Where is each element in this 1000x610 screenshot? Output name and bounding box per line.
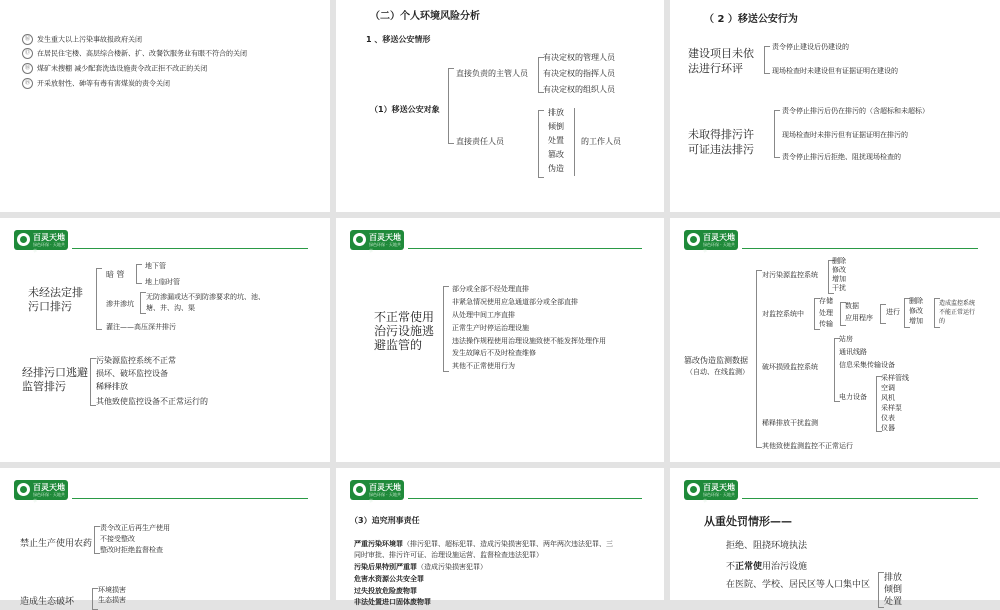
group-label: 法进行环评 [688,62,743,75]
list-item: 倾倒 [548,122,564,131]
branch-label: 稀释排放干扰监测 [762,419,818,427]
branch-label: 对污染源监控系统 [762,271,818,279]
list-item: ⑱ 煤矿未搜棚 减少配套洗选设施责令改正拒不改正的关闭 [22,63,207,74]
list-item: 现场检查时未排污但有证据证明在排污的 [782,131,908,139]
list-item: 有决定权的组织人员 [543,85,615,94]
list-item: 责令停止建设后仍建设的 [772,43,849,51]
list-item: 处理 [819,309,833,317]
root-sublabel: （自动、在线监测） [686,368,749,376]
list-item: ⑲ 开采放射性、砷等有毒有害煤炭的责令关闭 [22,78,170,89]
category-label: 渗井渗坑 [106,300,134,308]
leaf-icon [17,483,30,496]
brace [764,46,770,74]
list-item: 部分或全部不经处理直排 [452,285,529,293]
list-item: 拒绝、阻挠环境执法 [726,541,808,551]
list-item: 删除 [832,257,846,265]
group-label: 经排污口逃避 [22,366,88,379]
list-item: 不接受整改 [100,535,135,543]
header-rule [408,498,642,499]
paragraph: 严重污染环境罪（排污犯罪、超标犯罪、造成污染损害犯罪、两年两次违法犯罪、三 [354,540,613,548]
list-item: 空调 [881,384,895,392]
category-label: 直接负责的主管人员 [456,69,528,78]
list-item: 干扰 [832,284,846,292]
root-label: 篡改伪造监测数据 [684,356,748,365]
list-item: 污染源监控系统不正常 [96,356,176,365]
list-item: 在医院、学校、居民区等人口集中区 [726,580,871,590]
list-item: 不正常使用治污设施 [726,562,808,572]
group-label: 污口排污 [28,300,72,313]
section-heading: 1 、移送公安情形 [366,35,431,44]
header-rule [742,498,978,499]
list-item: 删除 [909,297,923,305]
brace [774,110,780,158]
slide-7[interactable] [0,468,330,607]
header-rule [72,498,308,499]
list-item: 稀释排放 [96,382,128,391]
brace [136,264,142,284]
category-label: 暗 管 [106,270,125,279]
paragraph: 危害水资源公共安全罪 [354,575,424,583]
list-item: 增加 [909,317,923,325]
slide-6[interactable] [670,218,1000,462]
list-item: 通讯线路 [839,348,867,356]
list-item: 电力设备 [839,393,867,401]
paragraph: 非法处置进口固体废物罪 [354,598,431,606]
list-item: 生态损害 [98,596,126,604]
list-item: 仪器 [881,424,895,432]
list-item: 伪造 [548,164,564,173]
group-label: 可证违法排污 [688,143,754,156]
group-label: 未经法定排 [28,286,83,299]
list-item: 有决定权的管理人员 [543,53,615,62]
divider [574,108,575,176]
list-item: 其他不正常使用行为 [452,362,515,370]
list-item: 处置 [548,136,564,145]
branch-label: 其他致使监测监控不正常运行 [762,442,853,450]
list-item: 排放 [884,573,903,583]
brand-logo: 百灵天地 绿色环保 · 天地共享 [350,230,404,250]
list-item: 塘、井、沟、渠 [146,304,195,312]
list-item: 信息采集传输设备 [839,361,895,369]
branch-label: 破坏损毁监控系统 [762,363,818,371]
slide-1[interactable] [0,0,330,212]
list-item: 正常生产时停运治理设施 [452,324,529,332]
brace [96,268,102,330]
slide-3[interactable] [670,0,1000,212]
header-rule [742,248,978,249]
leaf-icon [687,483,700,496]
list-item: 地上临时管 [145,278,180,286]
list-item: 地下管 [145,262,166,270]
paragraph: 污染后果特别严重罪（造成污染损害犯罪） [354,563,487,571]
list-item: 排放 [548,108,564,117]
leaf-icon [687,233,700,246]
list-item: 传输 [819,320,833,328]
list-item: 责令停止排污后仍在排污的（含超标和未超标） [782,107,929,115]
list-item: 增加 [832,275,846,283]
list-item: 篡改 [548,150,564,159]
list-item: 存储 [819,297,833,305]
list-item: ⑰ 在居民住宅楼、高层综合楼新、扩、改餐饮服务业有眼不符合的关闭 [22,48,247,59]
section-heading: （1）移送公安对象 [370,105,440,114]
brace [448,68,454,144]
paragraph: 同时审批、排污许可证、治理设施运营、监督检查违法犯罪） [354,551,543,559]
list-item: 进行 [886,308,900,316]
list-item: 修改 [832,266,846,274]
list-item: 倾倒 [884,585,903,595]
list-item: 现场检查时未建设但有证据证明在建设的 [772,67,898,75]
list-item: 非紧急情况使用应急通道部分或全部直排 [452,298,578,306]
slide-title: 从重处罚情形—— [704,515,792,528]
brand-logo: 百灵天地 绿色环保 · 天地共享 [350,480,404,500]
group-label: 治污设施逃 [374,324,435,338]
list-item: 站房 [839,335,853,343]
brand-logo: 百灵天地 绿色环保 · 天地共享 [684,230,738,250]
branch-label: 对监控系统中 [762,310,804,318]
suffix-label: 的工作人员 [581,137,621,146]
list-item: 采样管线 [881,374,909,382]
list-item: 从处理中间工序直排 [452,311,515,319]
group-label: 建设项目未依 [688,47,754,60]
list-item: 采样泵 [881,404,902,412]
slide-9[interactable] [670,468,1000,607]
list-item: 其他致使监控设备不正常运行的 [96,397,208,406]
slide-title: （3）追究刑事责任 [350,516,420,525]
leaf-icon [353,483,366,496]
list-item: 仪表 [881,414,895,422]
list-item: 灌注——高压深井排污 [106,323,176,331]
list-item: 有决定权的指挥人员 [543,69,615,78]
brace [443,286,449,372]
list-item: 发生故障后不及时检查维修 [452,349,536,357]
leaf-icon [353,233,366,246]
slide-4[interactable] [0,218,330,462]
list-item: ⑯ 发生重大以上污染事故报政府关闭 [22,34,142,45]
slide-title: （ 2 ）移送公安行为 [704,14,798,25]
group-label: 不正常使用 [374,310,435,324]
result-text: 造成监控系统 [939,300,976,307]
group-label: 禁止生产使用农药 [20,539,93,549]
list-item: 责令停止排污后拒绝、阻扰现场检查的 [782,153,901,161]
group-label: 未取得排污许 [688,128,754,141]
list-item: 应用程序 [845,314,873,322]
slide-2[interactable] [336,0,664,212]
list-item: 违法操作规程使用治理设施致使不能发挥处理作用 [452,337,606,345]
slide-8[interactable] [336,468,664,606]
slide-5[interactable] [336,218,664,462]
category-label: 直接责任人员 [456,137,504,146]
paragraph: 过失投放危险废物罪 [354,587,417,595]
group-label: 造成生态破坏 [20,597,75,607]
slide-title: （二）个人环境风险分析 [370,11,480,22]
group-label: 监管排污 [22,380,66,393]
brace [538,110,544,178]
brand-logo: 百灵天地 绿色环保 · 天地共享 [684,480,738,500]
list-item: 处置 [884,597,903,607]
brand-logo: 百灵天地 绿色环保 · 天地共享 [14,230,68,250]
header-rule [72,248,308,249]
result-text: 的 [939,318,946,325]
list-item: 无防渗漏或达不到防渗要求的坑、池、 [146,293,265,301]
list-item: 风机 [881,394,895,402]
brand-logo: 百灵天地 绿色环保 · 天地共享 [14,480,68,500]
list-item: 整改时拒绝监督检查 [100,546,163,554]
header-rule [408,248,642,249]
list-item: 责令改正后再生产使用 [100,524,170,532]
result-text: 不能正常运行 [939,309,976,316]
leaf-icon [17,233,30,246]
list-item: 数据 [845,302,859,310]
list-item: 环境损害 [98,586,126,594]
group-label: 避监管的 [374,338,423,352]
list-item: 修改 [909,307,923,315]
list-item: 损坏、破坏监控设备 [96,369,168,378]
